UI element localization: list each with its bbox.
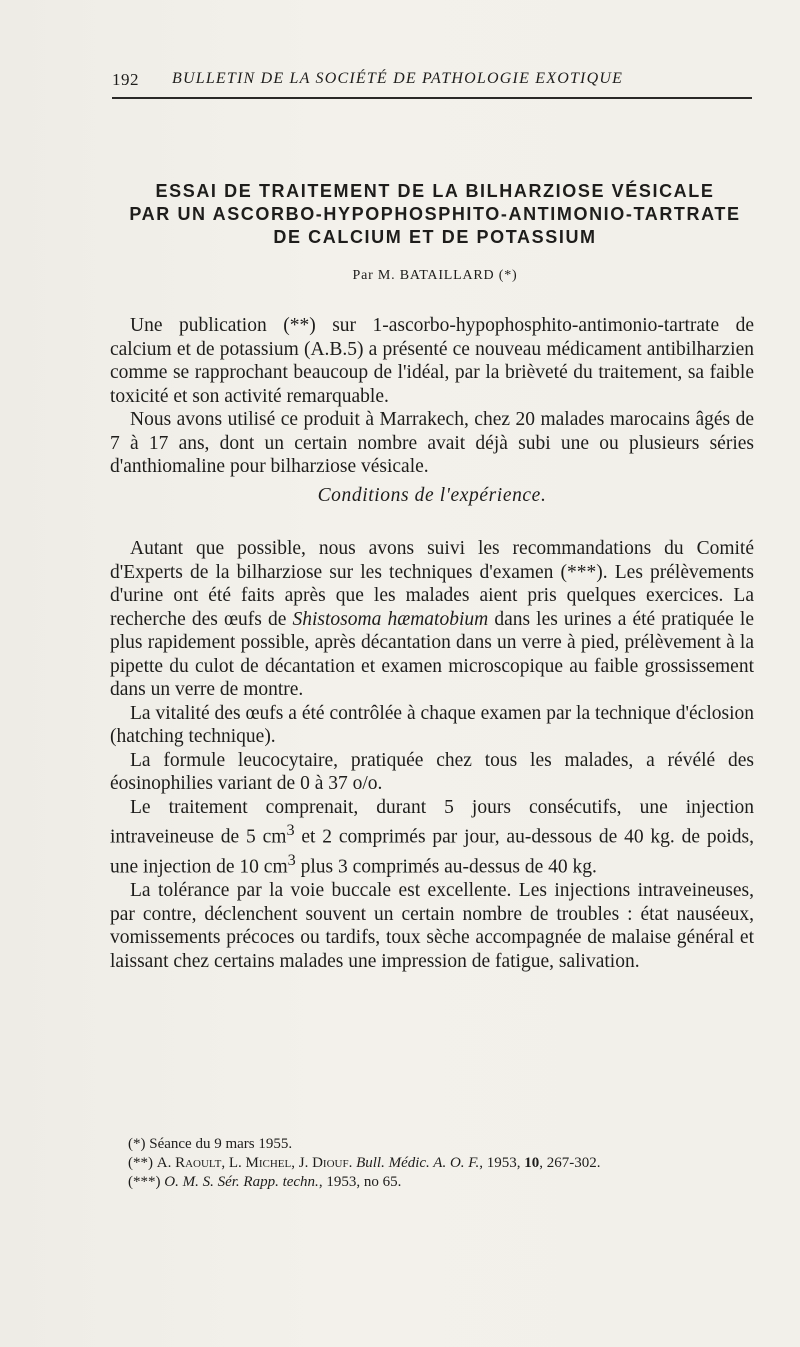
footnote-2-pages: , 267-302. (539, 1155, 601, 1171)
section-heading: Conditions de l'expérience. (317, 484, 547, 506)
footnote-2 (128, 1154, 768, 1173)
species-name: Shistosoma hæmatobium (292, 608, 489, 630)
article-title (90, 180, 780, 249)
journal-title: BULLETIN DE LA SOCIÉTÉ DE PATHOLOGIE EXOTIQUE (172, 70, 624, 87)
paragraph-leucocyte: La formule leucocytaire, pratiquée chez tous les malades, a révélé des éosinophilies variant de 0 à 37 o/o. (110, 749, 754, 794)
paragraph-methods (110, 537, 754, 702)
superscript-3: 3 (286, 821, 295, 839)
footnote-3-journal: O. M. S. Sér. Rapp. techn. (164, 1174, 319, 1190)
footnote-3 (128, 1173, 768, 1192)
paragraph-vitality: La vitalité des œufs a été contrôlée à chaque examen par la technique d'éclosion (hatching technique). (110, 702, 754, 747)
treatment-text-a: Le traitement comprenait, durant 5 jours consécutifs, une injection intraveineuse de 5 cm (110, 796, 754, 848)
title-line-1: ESSAI DE TRAITEMENT DE LA BILHARZIOSE VÉSICALE (155, 181, 715, 201)
methods-text-a: Autant que possible, nous avons suivi les recommandations du Comité d'Experts de la bilharziose sur les techniques d'examen (***). Les prélèvements d'urine ont été faits après que les malades aient pris quelques exercices. La recherche des œufs de (110, 538, 754, 630)
footnote-2-authors: A. Raoult, L. Michel, J. Diouf. (156, 1155, 353, 1171)
treatment-text-b: et 2 comprimés par jour, au-dessous de 40 kg. de poids, une injection de 10 cm (110, 826, 754, 878)
paragraph-tolerance: La tolérance par la voie buccale est excellente. Les injections intraveineuses, par contre, déclenchent souvent un certain nombre de troubles : état nauséeux, vomissements précoces ou tardifs, toux sèche accompagnée de malaise général et laissant chez certains malades une impression de fatigue, salivation. (110, 880, 754, 972)
footnotes (128, 1135, 768, 1192)
footnote-2-mark: (**) (128, 1155, 157, 1171)
paragraph-intro-2: Nous avons utilisé ce produit à Marrakech, chez 20 malades marocains âgés de 7 à 17 ans, dont un certain nombre avait déjà subi une ou plusieurs séries d'anthiomaline pour bilharziose vésicale. (110, 409, 754, 477)
superscript-3-b: 3 (287, 851, 296, 869)
footnote-3-mark: (***) (128, 1174, 165, 1190)
running-head (112, 70, 752, 94)
footnote-1: (*) Séance du 9 mars 1955. (128, 1136, 293, 1152)
paragraph-treatment (110, 796, 754, 880)
footnote-2-volume: 10 (524, 1155, 540, 1171)
page-number: 192 (112, 70, 139, 89)
footnote-3-rest: , 1953, no 65. (318, 1174, 402, 1190)
treatment-text-c: plus 3 comprimés au-dessus de 40 kg. (295, 856, 597, 878)
methods-text-b: dans les urines a été pratiquée le plus rapidement possible, après décantation dans un verre à pied, prélèvement à la pipette du culot de décantation et examen microscopique au faible grossissement dans un verre de montre. (110, 608, 755, 700)
article-body (110, 314, 754, 973)
header-rule (112, 97, 752, 99)
footnote-2-journal: Bull. Médic. A. O. F. (352, 1155, 480, 1171)
footnote-2-year: , 1953, (479, 1155, 525, 1171)
title-line-3: DE CALCIUM ET DE POTASSIUM (273, 227, 597, 247)
paragraph-intro-1: Une publication (**) sur 1-ascorbo-hypophosphito-antimonio-tartrate de calcium et de potassium (A.B.5) a présenté ce nouveau médicament antibilharzien comme se rapprochant beaucoup de l'idéal, par la brièveté du traitement, sa faible toxicité et son activité remarquable. (110, 315, 754, 407)
title-line-2: PAR UN ASCORBO-HYPOPHOSPHITO-ANTIMONIO-TARTRATE (129, 204, 741, 224)
author-byline: Par M. BATAILLARD (*) (352, 268, 518, 283)
